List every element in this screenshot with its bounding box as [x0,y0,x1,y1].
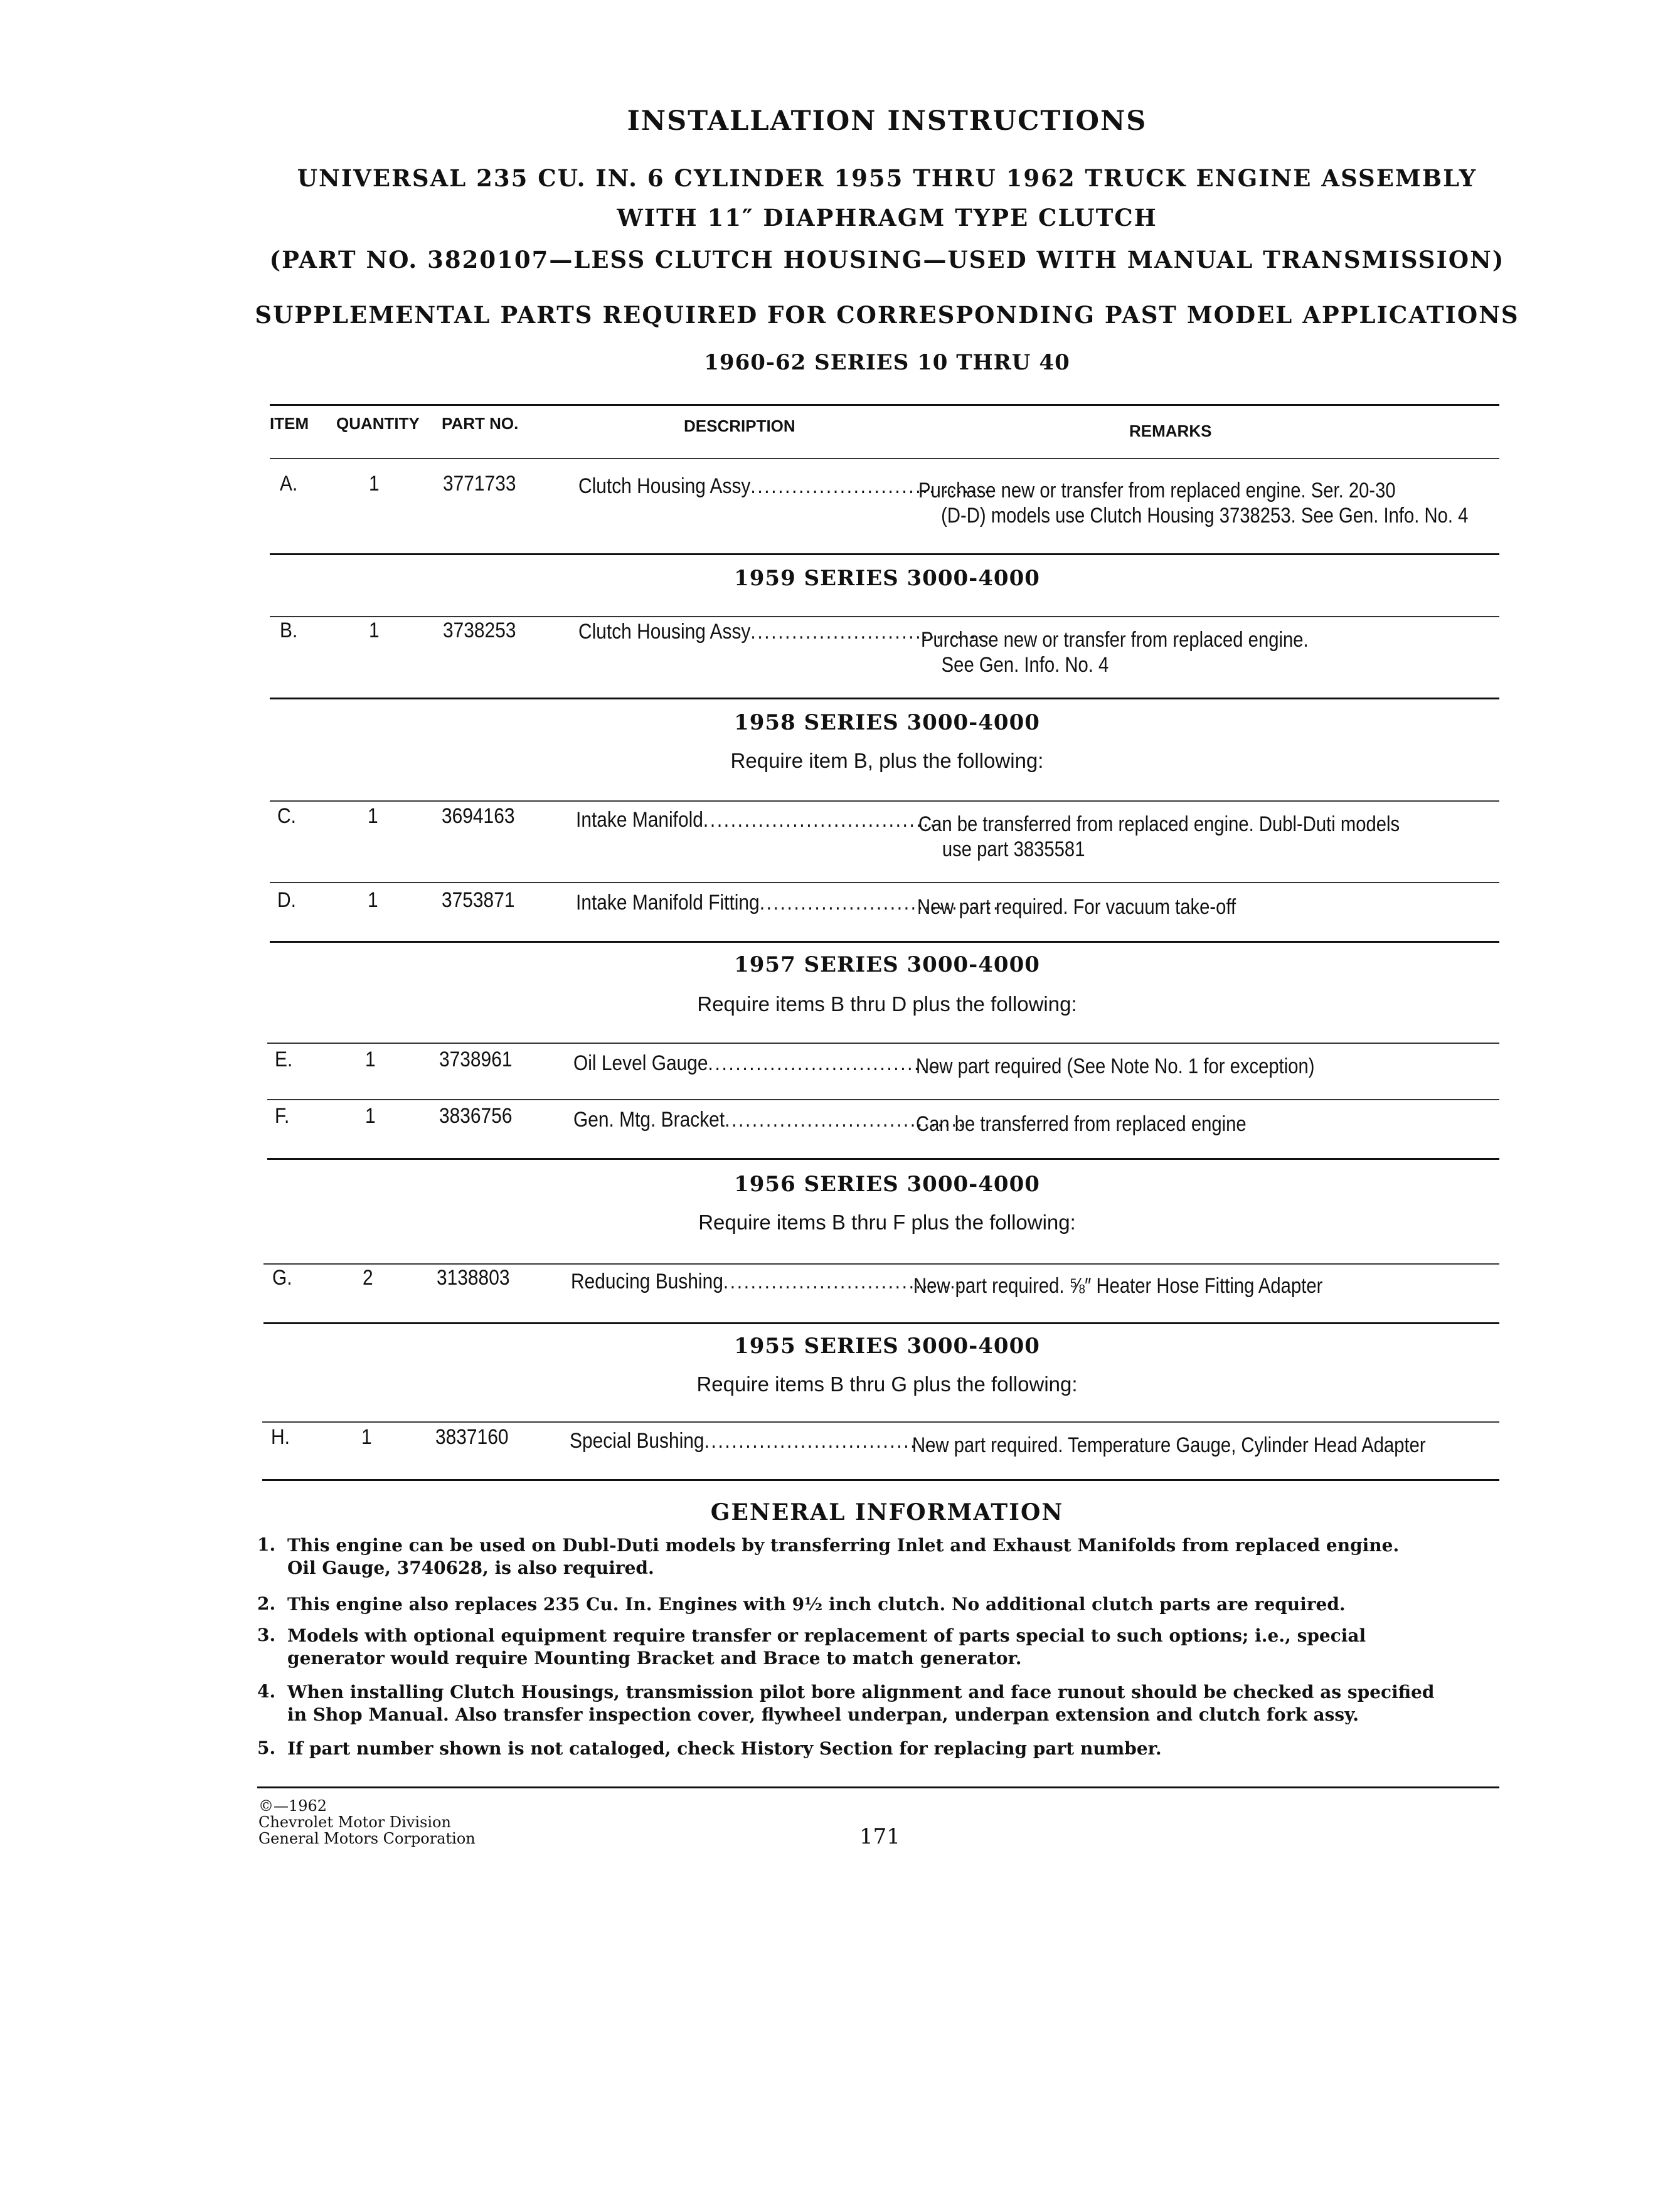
general-note-1: This engine can be used on Dubl-Duti models by transferring Inlet and Exhaust Manifolds from replaced engine. Oil Gauge, 3740628, is also required. [287,1535,1400,1578]
table-row-qty: 2 [363,1266,373,1290]
column-header-description: DESCRIPTION [684,417,795,435]
divider [267,1043,1499,1044]
note-number: 4. [257,1681,276,1702]
page-number: 171 [859,1824,900,1849]
table-row-remarks: Purchase new or transfer from replaced engine. Ser. 20-30 (D-D) models use Clutch Housing 3738253. See Gen. Info. No. 4 [918,479,1469,528]
table-row-description: Reducing Bushing................................... [571,1270,964,1293]
division-name: Chevrolet Motor Division [258,1813,451,1831]
table-row-part: 3771733 [443,472,516,496]
table-row-description: Oil Level Gauge................................... [573,1051,949,1075]
general-note-4: When installing Clutch Housings, transmission pilot bore alignment and face runout should be checked as specified in Shop Manual. Also transfer inspection cover, flywheel underpan, underpan extension and clutch fork assy. [287,1682,1435,1725]
note-number: 5. [257,1738,276,1758]
section-heading-1957: 1957 SERIES 3000-4000 [734,952,1040,977]
general-note-5: If part number shown is not cataloged, check History Section for replacing part number. [287,1738,1162,1759]
table-row-remarks: Purchase new or transfer from replaced engine. See Gen. Info. No. 4 [921,628,1309,677]
column-header-part-no: PART NO. [442,414,519,433]
supplemental-parts-heading: SUPPLEMENTAL PARTS REQUIRED FOR CORRESPONDING PAST MODEL APPLICATIONS [255,301,1519,329]
table-row-item: C. [277,804,296,828]
table-row-remarks: New part required. ⅝″ Heater Hose Fitting Adapter [913,1274,1323,1298]
table-row-qty: 1 [368,888,378,912]
table-row-part: 3738253 [443,618,516,642]
table-row-item: H. [271,1425,290,1449]
table-row-part: 3836756 [439,1104,513,1128]
corporation-name: General Motors Corporation [258,1830,476,1847]
divider [270,458,1499,459]
section-note-1958: Require item B, plus the following: [730,749,1044,772]
table-row-item: D. [277,888,296,912]
table-row-remarks: New part required. Temperature Gauge, Cylinder Head Adapter [912,1433,1426,1457]
table-row-description: Clutch Housing Assy................................... [578,474,991,498]
divider [270,616,1499,617]
table-row-item: B. [280,618,298,642]
footer-divider [257,1786,1499,1788]
table-row-qty: 1 [368,804,378,828]
table-row-part: 3753871 [442,888,515,912]
table-row-part: 3738961 [439,1048,513,1071]
divider [270,800,1499,802]
table-row-item: E. [275,1048,293,1071]
table-row-qty: 1 [365,1048,376,1071]
table-row-qty: 1 [361,1425,372,1449]
section-note-1955: Require items B thru G plus the following: [696,1372,1078,1396]
section-note-1956: Require items B thru F plus the following: [698,1211,1076,1234]
table-row-description: Intake Manifold Fitting................................... [576,891,1001,915]
page-title: INSTALLATION INSTRUCTIONS [627,105,1147,137]
table-row-description: Intake Manifold................................... [576,808,944,832]
table-row-part: 3138803 [437,1266,510,1290]
table-row-part: 3694163 [442,804,515,828]
column-header-quantity: QUANTITY [336,414,420,433]
section-note-1957: Require items B thru D plus the following: [697,992,1077,1016]
note-number: 3. [257,1625,276,1645]
table-row-remarks: New part required (See Note No. 1 for exception) [916,1054,1315,1078]
note-number: 1. [257,1534,276,1555]
table-row-qty: 1 [365,1104,376,1128]
divider [263,1322,1499,1324]
copyright: ©—1962 [258,1797,327,1815]
table-row-description: Clutch Housing Assy................................... [578,620,991,644]
clutch-heading: WITH 11″ DIAPHRAGM TYPE CLUTCH [617,204,1157,231]
section-heading-1956: 1956 SERIES 3000-4000 [734,1172,1040,1197]
table-row-description: Gen. Mtg. Bracket................................... [573,1108,965,1132]
divider [262,1421,1499,1423]
footer-credit [258,1798,476,1847]
table-row-description: Special Bushing................................... [570,1429,945,1453]
engine-assembly-heading: UNIVERSAL 235 CU. IN. 6 CYLINDER 1955 THRU 1962 TRUCK ENGINE ASSEMBLY [297,164,1477,192]
note-number: 2. [257,1593,276,1614]
general-note-2: This engine also replaces 235 Cu. In. Engines with 9½ inch clutch. No additional clutch parts are required. [287,1594,1346,1615]
table-row-item: F. [275,1104,290,1128]
table-row-item: A. [280,472,298,496]
table-row-remarks: Can be transferred from replaced engine [916,1112,1247,1136]
table-row-qty: 1 [369,618,380,642]
divider [270,404,1499,406]
column-header-remarks: REMARKS [1129,422,1212,440]
section-heading-1955: 1955 SERIES 3000-4000 [734,1334,1040,1359]
general-information-title: GENERAL INFORMATION [710,1499,1064,1526]
part-number-heading: (PART NO. 3820107—LESS CLUTCH HOUSING—USED WITH MANUAL TRANSMISSION) [269,246,1505,273]
column-header-item: ITEM [270,414,309,433]
divider [270,882,1499,883]
divider [270,698,1499,699]
section-heading-1959: 1959 SERIES 3000-4000 [734,566,1040,591]
divider [267,1099,1499,1100]
table-row-part: 3837160 [435,1425,509,1449]
table-row-item: G. [272,1266,292,1290]
table-row-remarks: New part required. For vacuum take-off [917,895,1236,919]
table-row-remarks: Can be transferred from replaced engine. Dubl-Duti models use part 3835581 [918,812,1400,861]
divider [267,1158,1499,1160]
divider [270,941,1499,943]
divider [270,553,1499,555]
divider [263,1263,1499,1265]
table-row-qty: 1 [369,472,380,496]
divider [262,1479,1499,1481]
general-note-3: Models with optional equipment require transfer or replacement of parts special to such options; i.e., special generator would require Mounting Bracket and Brace to match generator. [287,1625,1366,1669]
section-heading-1958: 1958 SERIES 3000-4000 [734,710,1040,735]
section-heading-1960-62: 1960-62 SERIES 10 THRU 40 [704,350,1070,375]
